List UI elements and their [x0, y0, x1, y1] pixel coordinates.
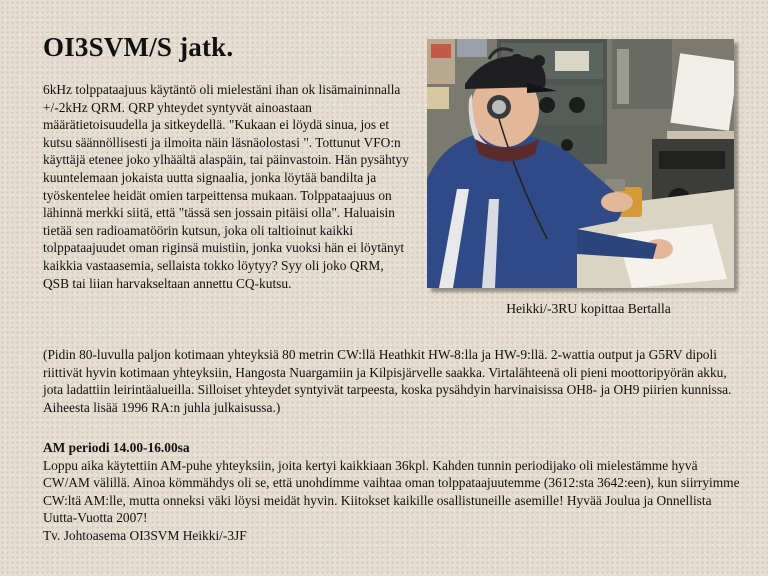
page-title: OI3SVM/S jatk.	[43, 32, 234, 62]
am-period-section	[43, 439, 743, 545]
operator-photo	[427, 39, 734, 288]
history-paragraph: (Pidin 80-luvulla paljon kotimaan yhteyksiä 80 metrin CW:llä Heathkit HW-8:lla ja HW-9:llä. 2-wattia output ja G5RV dipoli riittivät hyvin kotimaan yhteyksiin, Hangosta Nuargamiin ja Kilpisjärvelle saakka. Virtalähteenä oli pieni moottoripyörän akku, jota ladattiin leirintäalueilla. Silloiset yhteydet syntyivät tarpeesta, koska pysähdyin harvinaisissa OH8- ja OH9 piirien kunnissa. Aiheesta lisää 1996 RA:n juhla julkaisussa.)	[43, 347, 732, 415]
photo-caption: Heikki/-3RU kopittaa Bertalla	[506, 301, 671, 316]
signature: Tv. Johtoasema OI3SVM Heikki/-3JF	[43, 527, 247, 543]
photo-paper	[670, 53, 734, 131]
intro-paragraph: 6kHz tolppataajuus käytäntö oli mielestäni ihan ok lisämaininnalla +/-2kHz QRM. QRP yhteydet syntyvät ainoastaan määrätietoisuudella ja sitkeydellä. "Kukaan ei löydä sinua, jos et kutsu säännöllisesti ja ilmoita näin läsnäolostasi ". Tottunut VFO:n käyttäjä etenee joko ylhäältä alaspäin, tai päinvastoin. Hän pysähtyy kuuntelemaan jokaista uutta signaalia, jonka löytää bandilta ja työskentelee heidät omien tarpeittensa mukaan. Tolppataajuus on lähinnä merkki siitä, että "tässä sen jossain pitäisi olla". Haluaisin tietää sen radioamatöörin kutsun, joka oli taltioinut kaikki tolppataajuudet oman riginsä muistiin, jonka vuoksi hän ei löytänyt kaikkia vastaasemia, sellaista tokko löytyy? Syy oli joko QRM, QSB tai liian harvakseltaan annettu CQ-kutsu.	[43, 82, 409, 291]
am-period-body: Loppu aika käytettiin AM-puhe yhteyksiin, joita kertyi kaikkiaan 36kpl. Kahden tunnin periodijako oli mielestämme hyvä CW/AM välillä. Ainoa kömmähdys oli se, että unohdimme vaihtaa oman tolppataajuutemme (3612:sta 3642:een), kun siirryimme CW:ltä AM:lle, mutta onneksi väki löysi meidät hyvin. Kiitokset kaikille osallistuneille asemille! Hyvää Joulua ja Onnellista Uutta-Vuotta 2007!	[43, 457, 740, 526]
am-period-heading: AM periodi 14.00-16.00sa	[43, 440, 190, 455]
photo-illustration	[427, 39, 734, 288]
